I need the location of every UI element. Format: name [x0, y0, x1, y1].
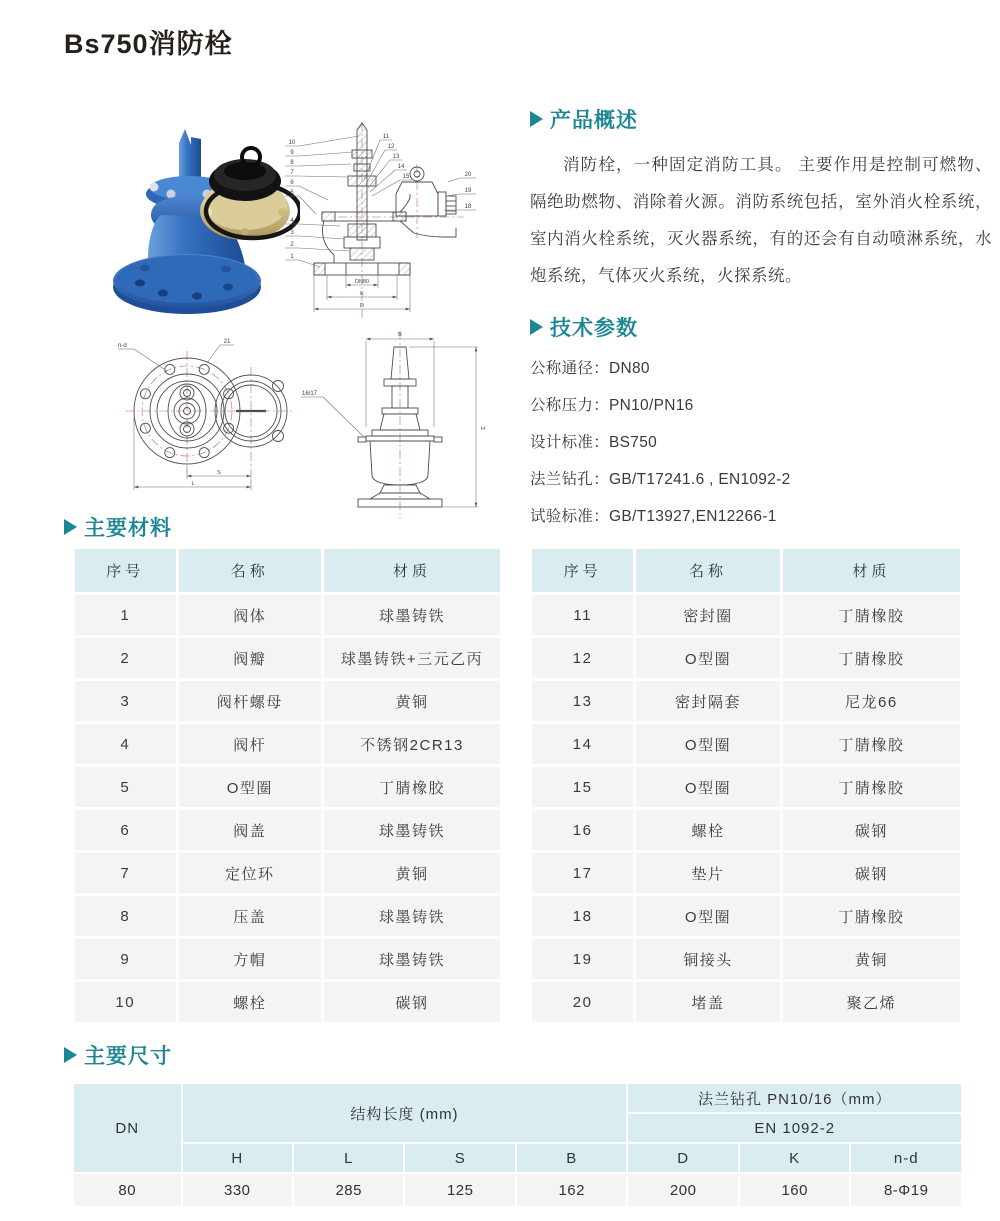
material-type: 丁腈橡胶 [783, 638, 960, 678]
labels-and-dims [118, 345, 251, 490]
cross-section-drawing [282, 120, 530, 335]
group-header-flange: 法兰钻孔 PN10/16（mm） [628, 1084, 961, 1112]
material-name: 定位环 [179, 853, 321, 893]
material-type: 丁腈橡胶 [783, 896, 960, 936]
tech-param: 试验标准：GB/T13927,EN12266-1 [530, 508, 777, 525]
material-row [532, 724, 960, 764]
material-type: 黄铜 [783, 939, 960, 979]
material-name: 阀体 [179, 595, 321, 635]
material-index: 8 [75, 896, 176, 936]
dimensions-heading [64, 1040, 172, 1070]
product-photo [95, 117, 300, 322]
section-callout: 6 [290, 180, 294, 186]
dim-d-value: 200 [628, 1174, 737, 1206]
material-row [75, 767, 500, 807]
material-name: 垫片 [636, 853, 779, 893]
callout-16-17: 16/17 [302, 391, 318, 397]
dim-label-dn80: DN80 [354, 279, 370, 285]
materials-heading [64, 512, 172, 542]
dim-k-value: 160 [740, 1174, 849, 1206]
dim-label-d: D [360, 303, 364, 309]
section-callout: 10 [288, 140, 296, 146]
material-index: 2 [75, 638, 176, 678]
group-header-length: 结构长度 (mm) [183, 1084, 627, 1142]
section-linework [314, 123, 456, 275]
material-type: 丁腈橡胶 [324, 767, 500, 807]
material-index: 15 [532, 767, 633, 807]
col-header-index: 序号 [532, 549, 633, 592]
material-type: 球墨铸铁 [324, 939, 500, 979]
material-row [532, 595, 960, 635]
material-name: 阀瓣 [179, 638, 321, 678]
section-callout: 5 [290, 190, 294, 196]
materials-heading-text: 主要材料 [84, 517, 172, 540]
material-index: 20 [532, 982, 633, 1022]
section-callout: 11 [382, 134, 390, 140]
section-callout: 8 [290, 160, 294, 166]
material-type: 丁腈橡胶 [783, 724, 960, 764]
overview-paragraph: 消防栓，一种固定消防工具。 主要作用是控制可燃物、隔绝助燃物、消除着火源。消防系统包括，室外消火栓系统，室内消火栓系统，灭火器系统，有的还会有自动喷淋系统，水炮系统，气体灭火系统，火探系统。 [530, 156, 992, 285]
col-header-s: S [405, 1144, 514, 1172]
material-name: O型圈 [636, 638, 779, 678]
materials-table-left [72, 546, 503, 1025]
material-name: O型圈 [636, 896, 779, 936]
material-index: 12 [532, 638, 633, 678]
material-name: 方帽 [179, 939, 321, 979]
material-index: 19 [532, 939, 633, 979]
material-index: 13 [532, 681, 633, 721]
section-callout: 1 [290, 254, 294, 260]
material-index: 9 [75, 939, 176, 979]
triangle-bullet-icon [64, 1047, 77, 1063]
col-header-nd: n-d [851, 1144, 961, 1172]
material-name: 铜接头 [636, 939, 779, 979]
material-name: 压盖 [179, 896, 321, 936]
material-row [75, 638, 500, 678]
table-header-row [532, 549, 960, 592]
dimensions-table [72, 1082, 963, 1208]
dim-b-value: 162 [517, 1174, 626, 1206]
material-row [75, 939, 500, 979]
material-type: 尼龙66 [783, 681, 960, 721]
material-row [75, 681, 500, 721]
section-callout: 2 [290, 242, 294, 248]
material-index: 11 [532, 595, 633, 635]
dim-l-value: 285 [294, 1174, 403, 1206]
material-index: 6 [75, 810, 176, 850]
material-row [532, 939, 960, 979]
group-subheader-standard: EN 1092-2 [628, 1114, 961, 1142]
label-n-d: n-d [118, 343, 127, 349]
material-row [75, 724, 500, 764]
material-type: 球墨铸铁 [324, 896, 500, 936]
material-index: 3 [75, 681, 176, 721]
material-index: 4 [75, 724, 176, 764]
col-header-material: 材质 [324, 549, 500, 592]
col-header-index: 序号 [75, 549, 176, 592]
info-column [530, 104, 992, 535]
material-row [75, 896, 500, 936]
col-header-material: 材质 [783, 549, 960, 592]
col-header-dn: DN [74, 1084, 181, 1172]
material-type: 碳钢 [324, 982, 500, 1022]
material-index: 1 [75, 595, 176, 635]
section-callout: 14 [397, 164, 405, 170]
material-type: 球墨铸铁 [324, 810, 500, 850]
hydrant-photo-art [113, 129, 300, 314]
material-name: O型圈 [636, 724, 779, 764]
material-index: 17 [532, 853, 633, 893]
table-header-row [75, 549, 500, 592]
material-name: 堵盖 [636, 982, 779, 1022]
section-callout: 3 [290, 230, 294, 236]
tech-param: 公称通径：DN80 [530, 360, 650, 377]
material-type: 碳钢 [783, 853, 960, 893]
product-figures [60, 95, 530, 515]
material-index: 14 [532, 724, 633, 764]
page-title: Bs750消防栓 [64, 29, 233, 59]
dim-nd-value: 8-Φ19 [851, 1174, 961, 1206]
material-name: 螺栓 [179, 982, 321, 1022]
labels-and-dims [301, 339, 478, 507]
material-row [532, 767, 960, 807]
material-index: 18 [532, 896, 633, 936]
material-type: 球墨铸铁+三元乙丙 [324, 638, 500, 678]
col-header-name: 名称 [179, 549, 321, 592]
material-row [75, 810, 500, 850]
material-name: 阀杆 [179, 724, 321, 764]
overview-heading-text: 产品概述 [550, 109, 638, 132]
material-row [532, 896, 960, 936]
dim-dn-value: 80 [74, 1174, 181, 1206]
material-name: O型圈 [636, 767, 779, 807]
material-type: 丁腈橡胶 [783, 595, 960, 635]
tech-param: 法兰钻孔：GB/T17241.6 , EN1092-2 [530, 471, 791, 488]
material-type: 碳钢 [783, 810, 960, 850]
col-header-k: K [740, 1144, 849, 1172]
materials-table-right [529, 546, 963, 1025]
section-callout: 7 [290, 170, 294, 176]
callout-leaders [285, 136, 476, 267]
triangle-bullet-icon [530, 111, 543, 127]
material-type: 聚乙烯 [783, 982, 960, 1022]
section-callout: 20 [464, 172, 472, 178]
tech-params-heading [530, 312, 992, 342]
material-row [532, 853, 960, 893]
material-type: 丁腈橡胶 [783, 767, 960, 807]
section-callout: 19 [464, 188, 472, 194]
material-name: 螺栓 [636, 810, 779, 850]
material-row [532, 638, 960, 678]
section-callout: 15 [402, 174, 410, 180]
material-type: 不锈钢2CR13 [324, 724, 500, 764]
material-row [75, 595, 500, 635]
material-name: 阀杆螺母 [179, 681, 321, 721]
dims-columns-row [74, 1144, 961, 1172]
tech-param: 设计标准：BS750 [530, 434, 658, 451]
elevation-drawing [300, 327, 505, 525]
material-name: 密封圈 [636, 595, 779, 635]
tech-params-heading-text: 技术参数 [550, 317, 638, 340]
section-callout: 18 [464, 204, 472, 210]
material-index: 5 [75, 767, 176, 807]
dim-h-value: 330 [183, 1174, 292, 1206]
material-name: 密封隔套 [636, 681, 779, 721]
material-row [75, 853, 500, 893]
material-type: 黄铜 [324, 681, 500, 721]
material-index: 7 [75, 853, 176, 893]
material-row [75, 982, 500, 1022]
overview-heading [530, 104, 992, 134]
col-header-l: L [294, 1144, 403, 1172]
section-callout: 4 [290, 218, 294, 224]
col-header-h: H [183, 1144, 292, 1172]
dim-label-b: B [398, 332, 402, 338]
material-type: 球墨铸铁 [324, 595, 500, 635]
material-index: 10 [75, 982, 176, 1022]
material-index: 16 [532, 810, 633, 850]
section-callout: 12 [387, 144, 395, 150]
dim-label-l: L [191, 481, 195, 487]
section-callout: 13 [392, 154, 400, 160]
dim-label-k: K [360, 291, 364, 297]
material-name: 阀盖 [179, 810, 321, 850]
section-callout: 9 [290, 150, 294, 156]
material-row [532, 681, 960, 721]
col-header-name: 名称 [636, 549, 779, 592]
material-type: 黄铜 [324, 853, 500, 893]
label-21: 21 [223, 339, 231, 345]
material-name: O型圈 [179, 767, 321, 807]
tech-params-list [530, 350, 992, 535]
dim-label-s: S [217, 470, 221, 476]
triangle-bullet-icon [64, 519, 77, 535]
dims-group-header-row [74, 1084, 961, 1112]
col-header-b: B [517, 1144, 626, 1172]
top-view-drawing [115, 333, 300, 495]
dim-label-h: H [481, 426, 485, 432]
material-row [532, 810, 960, 850]
material-row [532, 982, 960, 1022]
dims-values-row [74, 1174, 961, 1206]
triangle-bullet-icon [530, 319, 543, 335]
tech-param: 公称压力：PN10/PN16 [530, 397, 694, 414]
dim-s-value: 125 [405, 1174, 514, 1206]
dimensions-heading-text: 主要尺寸 [84, 1045, 172, 1068]
col-header-d: D [628, 1144, 737, 1172]
